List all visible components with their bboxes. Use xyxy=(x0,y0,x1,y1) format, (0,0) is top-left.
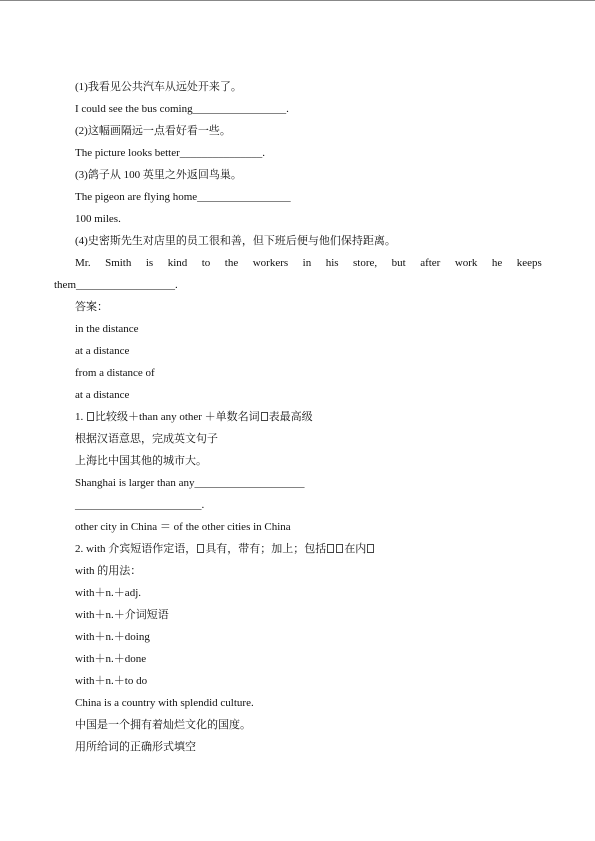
word: the xyxy=(224,257,239,269)
usage-2: with＋n.＋介词短语 xyxy=(75,609,169,621)
word: he xyxy=(491,257,503,269)
answer-heading: 答案： xyxy=(75,301,108,313)
word: but xyxy=(391,257,406,269)
word: in xyxy=(302,257,312,269)
grammar-point-2 xyxy=(75,542,375,556)
point-1-text-end: 表最高级 xyxy=(268,411,313,423)
missing-glyph-box xyxy=(327,544,334,553)
exercise-2-english: The picture looks better_______________. xyxy=(75,147,266,159)
point-2-meaning: 具有，带有；加上；包括 xyxy=(205,543,327,555)
sentence-english: Shanghai is larger than any____________________ xyxy=(75,477,305,489)
answer-4: at a distance xyxy=(75,389,130,401)
answer-1: in the distance xyxy=(75,323,139,335)
grammar-point-1 xyxy=(75,410,313,424)
sentence-answer: other city in China ＝ of the other cities in China xyxy=(75,521,291,533)
word: work xyxy=(454,257,478,269)
exercise-4-english xyxy=(75,256,542,270)
usage-heading: with 的用法： xyxy=(75,565,142,577)
next-section-heading: 用所给词的正确形式填空 xyxy=(75,741,196,753)
word: kind xyxy=(167,257,188,269)
example-english: China is a country with splendid culture. xyxy=(75,697,254,709)
point-2-text: 2. with 介宾短语作定语， xyxy=(75,543,197,555)
usage-3: with＋n.＋doing xyxy=(75,631,150,643)
usage-4: with＋n.＋done xyxy=(75,653,147,665)
answer-3: from a distance of xyxy=(75,367,155,379)
word: workers xyxy=(252,257,289,269)
missing-glyph-box xyxy=(336,544,343,553)
exercise-4-english-cont: them__________________. xyxy=(54,279,178,291)
exercise-1-chinese: (1)我看见公共汽车从远处开来了。 xyxy=(75,81,242,93)
exercise-4-chinese: (4)史密斯先生对店里的员工很和善，但下班后便与他们保持距离。 xyxy=(75,235,396,247)
usage-5: with＋n.＋to do xyxy=(75,675,148,687)
instruction: 根据汉语意思，完成英文句子 xyxy=(75,433,218,445)
answer-2: at a distance xyxy=(75,345,130,357)
word: to xyxy=(201,257,211,269)
exercise-3-chinese: (3)鸽子从 100 英里之外返回鸟巢。 xyxy=(75,169,242,181)
word: Mr. xyxy=(75,257,91,269)
word: Smith xyxy=(105,257,132,269)
point-number: 1. xyxy=(75,411,86,423)
sentence-blank: _______________________. xyxy=(75,499,205,511)
exercise-2-chinese: (2)这幅画隔远一点看好看一些。 xyxy=(75,125,231,137)
word: keeps xyxy=(516,257,542,269)
word: store, xyxy=(353,257,378,269)
missing-glyph-box xyxy=(197,544,204,553)
missing-glyph-box xyxy=(261,412,268,421)
page-top-border xyxy=(0,0,595,1)
word: his xyxy=(325,257,339,269)
word: after xyxy=(420,257,441,269)
sentence-chinese: 上海比中国其他的城市大。 xyxy=(75,455,207,467)
usage-1: with＋n.＋adj. xyxy=(75,587,141,599)
exercise-3-english-cont: 100 miles. xyxy=(75,213,121,225)
exercise-1-english: I could see the bus coming_________________. xyxy=(75,103,289,115)
point-2-meaning-end: 在内 xyxy=(344,543,367,555)
missing-glyph-box xyxy=(367,544,374,553)
exercise-3-english: The pigeon are flying home_________________ xyxy=(75,191,291,203)
word: is xyxy=(145,257,154,269)
missing-glyph-box xyxy=(87,412,94,421)
point-1-text: 比较级＋than any other ＋单数名词 xyxy=(95,411,260,423)
example-chinese: 中国是一个拥有着灿烂文化的国度。 xyxy=(75,719,251,731)
